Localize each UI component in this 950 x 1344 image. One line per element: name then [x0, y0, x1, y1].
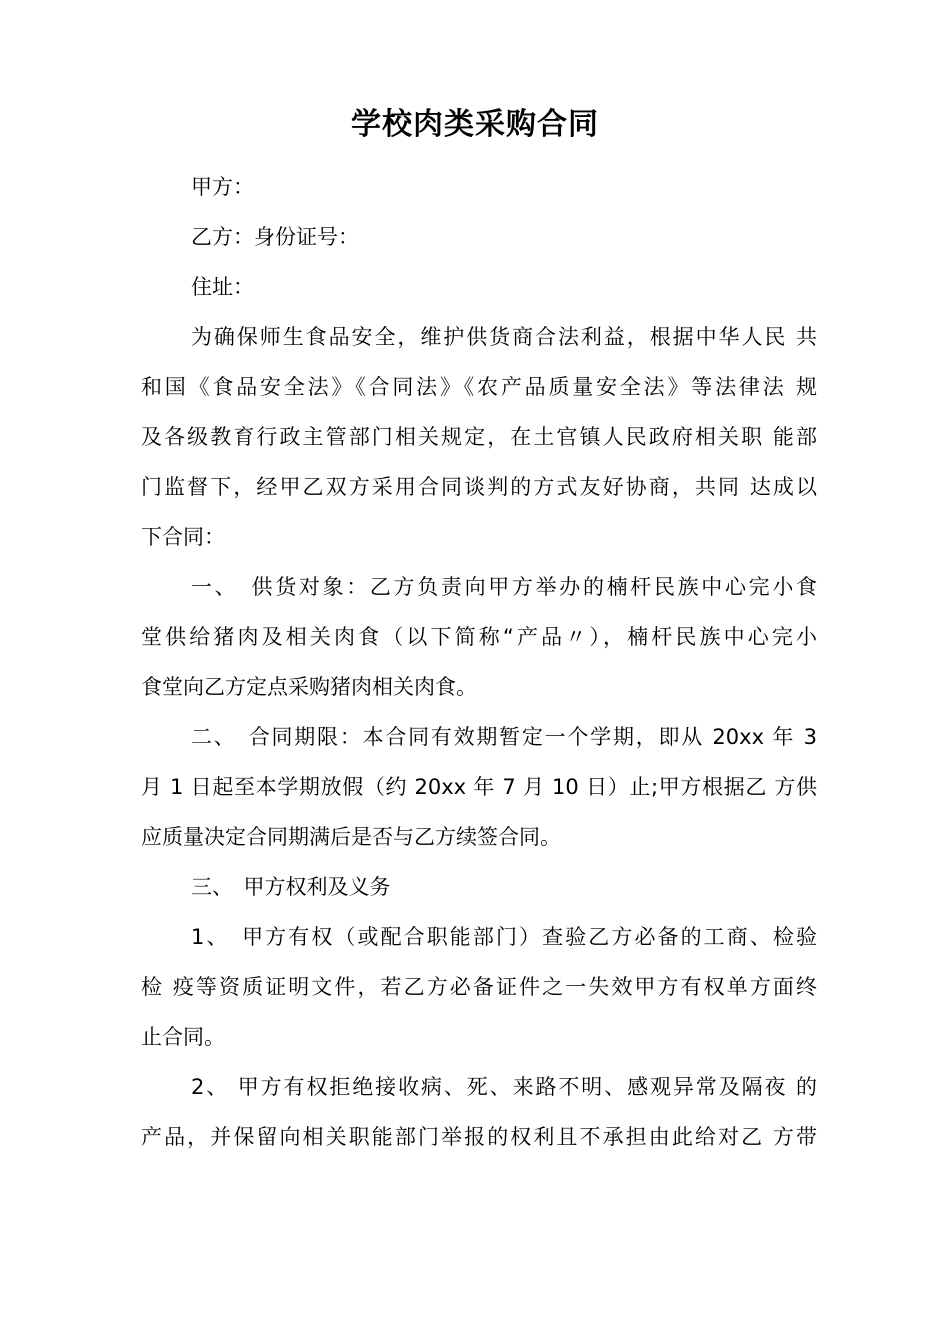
address-line: 住址：	[191, 275, 254, 299]
paragraph-line: 二、 合同期限：本合同有效期暂定一个学期，即从 20xx 年 3	[191, 725, 817, 749]
paragraph-line: 为确保师生食品安全，维护供货商合法利益，根据中华人民 共	[191, 325, 817, 349]
paragraph-line: 检 疫等资质证明文件，若乙方必备证件之一失效甲方有权单方面终	[141, 975, 817, 999]
paragraph-line: 一、 供货对象：乙方负责向甲方举办的楠杆民族中心完小食	[191, 575, 817, 599]
paragraph-line: 1、 甲方有权（或配合职能部门）查验乙方必备的工商、检验	[191, 925, 817, 949]
paragraph-line: 和国《食品安全法》《合同法》《农产品质量安全法》等法律法 规	[141, 375, 817, 399]
paragraph-line: 应质量决定合同期满后是否与乙方续签合同。	[141, 825, 561, 849]
party-a-line: 甲方：	[191, 175, 254, 199]
paragraph-line: 产品，并保留向相关职能部门举报的权利且不承担由此给对乙 方带	[141, 1125, 817, 1149]
party-b-line: 乙方：身份证号：	[191, 225, 359, 249]
section-heading: 三、 甲方权利及义务	[191, 875, 391, 899]
paragraph-line: 门监督下，经甲乙双方采用合同谈判的方式友好协商，共同 达成以	[141, 475, 817, 499]
paragraph-line: 2、 甲方有权拒绝接收病、死、来路不明、感观异常及隔夜 的	[191, 1075, 817, 1099]
paragraph-line: 止合同。	[141, 1025, 225, 1049]
document-title: 学校肉类采购合同	[351, 107, 599, 142]
paragraph-line: 月 1 日起至本学期放假（约 20xx 年 7 月 10 日）止;甲方根据乙 方供	[141, 775, 817, 799]
paragraph-line: 下合同：	[141, 525, 225, 549]
paragraph-line: 堂供给猪肉及相关肉食（以下简称“产品〃），楠杆民族中心完小	[141, 625, 817, 649]
paragraph-line: 食堂向乙方定点采购猪肉相关肉食。	[141, 675, 477, 699]
paragraph-line: 及各级教育行政主管部门相关规定，在土官镇人民政府相关职 能部	[141, 425, 817, 449]
